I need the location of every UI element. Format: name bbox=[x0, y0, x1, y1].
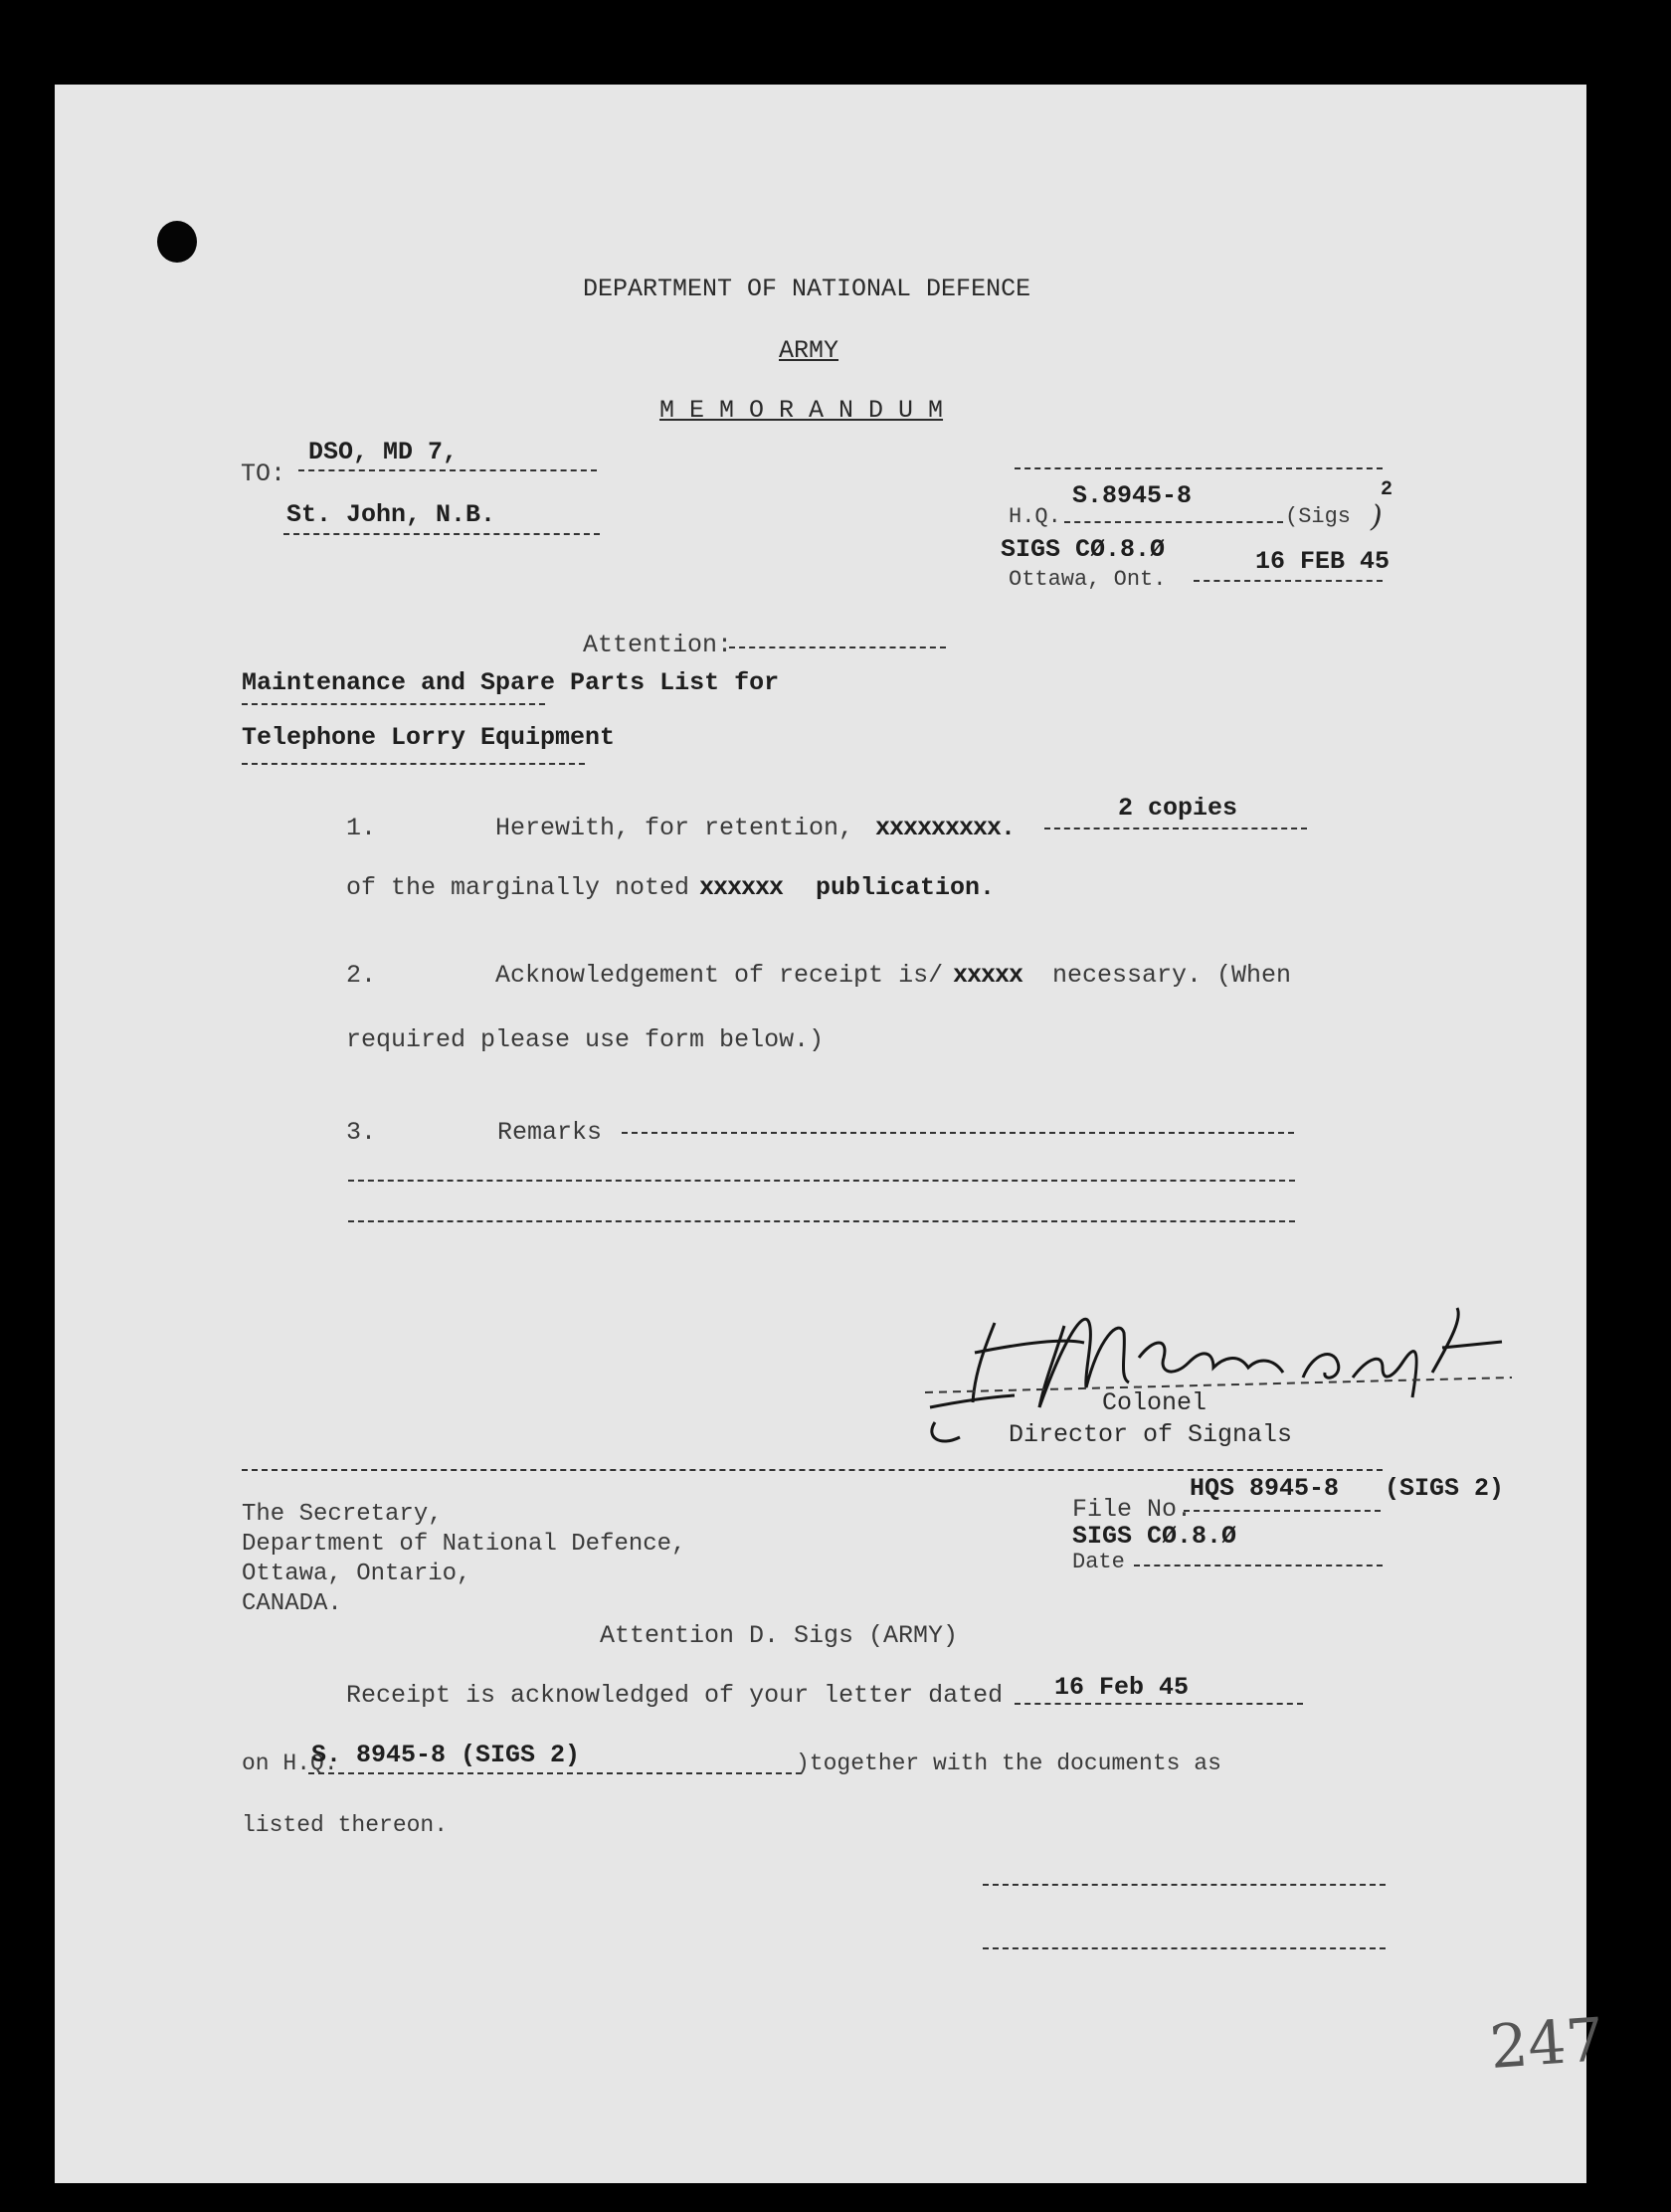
receipt-date-rule bbox=[1134, 1565, 1383, 1567]
address-line-3: Ottawa, Ontario, bbox=[242, 1561, 471, 1587]
on-label: on H.Q. bbox=[242, 1751, 338, 1776]
item-1-number: 1. bbox=[346, 814, 377, 842]
hq-value: S.8945-8 bbox=[1072, 481, 1193, 510]
item-1-struck: xxxxxxxxx. bbox=[875, 814, 1016, 842]
subject-line-1-rule bbox=[242, 703, 545, 705]
reference-top-rule bbox=[1015, 467, 1383, 469]
place: Ottawa, Ont. bbox=[1009, 567, 1167, 592]
item-3-number: 3. bbox=[346, 1118, 377, 1147]
to-line-2-rule bbox=[283, 533, 600, 535]
file-label: File No. bbox=[1072, 1495, 1193, 1524]
section-separator bbox=[242, 1469, 1383, 1471]
receipt-line-3: listed thereon. bbox=[242, 1812, 449, 1838]
file-value: HQS 8945-8 bbox=[1190, 1474, 1340, 1503]
subject-line-2-rule bbox=[242, 763, 585, 765]
item-2-text-post: necessary. (When bbox=[1052, 961, 1292, 990]
department-heading: DEPARTMENT OF NATIONAL DEFENCE bbox=[583, 275, 1031, 303]
item-1-text: Herewith, for retention, bbox=[495, 814, 854, 842]
punch-hole bbox=[157, 221, 197, 263]
ack-date-rule bbox=[1015, 1703, 1303, 1705]
sigs-co: SIGS CØ.8.Ø bbox=[1001, 535, 1166, 564]
subject-line-2: Telephone Lorry Equipment bbox=[242, 723, 616, 752]
date-label: Date bbox=[1072, 1550, 1125, 1574]
item-1-line-2-post: publication. bbox=[816, 873, 996, 902]
attention-label: Attention: bbox=[583, 631, 733, 659]
address-line-2: Department of National Defence, bbox=[242, 1531, 686, 1558]
file-sigs: (SIGS 2) bbox=[1385, 1474, 1505, 1503]
sigs-label: (Sigs bbox=[1285, 504, 1352, 529]
date-rule bbox=[1194, 580, 1383, 582]
remarks-rule-2 bbox=[348, 1180, 1295, 1182]
receipt-attention: Attention D. Sigs (ARMY) bbox=[600, 1621, 959, 1650]
folio-number: 247 bbox=[1487, 2005, 1606, 2083]
to-line-2: St. John, N.B. bbox=[286, 500, 496, 529]
sigs-close: ) bbox=[1371, 499, 1383, 534]
ack-date: 16 Feb 45 bbox=[1054, 1673, 1190, 1702]
memorandum-heading: M E M O R A N D U M bbox=[659, 396, 944, 425]
item-2-struck: xxxxx bbox=[953, 961, 1023, 990]
remarks-label: Remarks bbox=[497, 1118, 603, 1147]
to-line-1-rule bbox=[298, 469, 597, 471]
hq-label: H.Q. bbox=[1009, 504, 1061, 529]
file-rule bbox=[1184, 1510, 1381, 1512]
on-value: S. 8945-8 (SIGS 2) bbox=[311, 1741, 581, 1769]
item-2-text: Acknowledgement of receipt is/ bbox=[495, 961, 944, 990]
item-2-number: 2. bbox=[346, 961, 377, 990]
file-co: SIGS CØ.8.Ø bbox=[1072, 1522, 1237, 1551]
hq-rule bbox=[1064, 521, 1283, 523]
receipt-sign-rule-2 bbox=[983, 1947, 1386, 1949]
address-line-1: The Secretary, bbox=[242, 1501, 443, 1528]
to-label: TO: bbox=[241, 460, 286, 488]
branch-heading: ARMY bbox=[779, 336, 839, 365]
subject-line-1: Maintenance and Spare Parts List for bbox=[242, 668, 780, 697]
item-1-line-2-struck: xxxxxx bbox=[699, 873, 784, 902]
remarks-rule-1 bbox=[622, 1132, 1294, 1134]
item-1-line-2-pre: of the marginally noted bbox=[346, 873, 690, 902]
reference-date: 16 FEB 45 bbox=[1255, 547, 1391, 576]
on-post: )together with the documents as bbox=[796, 1751, 1221, 1776]
receipt-sign-rule-1 bbox=[983, 1884, 1386, 1886]
on-rule bbox=[308, 1772, 802, 1774]
address-line-4: CANADA. bbox=[242, 1590, 342, 1617]
remarks-rule-3 bbox=[348, 1220, 1295, 1222]
item-2-line-2: required please use form below.) bbox=[346, 1025, 825, 1054]
copies-value: 2 copies bbox=[1118, 794, 1238, 823]
attention-rule bbox=[729, 646, 946, 648]
signature-rank: Colonel bbox=[1102, 1388, 1207, 1417]
to-line-1: DSO, MD 7, bbox=[308, 438, 459, 466]
signature-title: Director of Signals bbox=[1009, 1420, 1293, 1449]
sigs-number: 2 bbox=[1381, 478, 1393, 501]
copies-rule bbox=[1044, 828, 1307, 830]
ack-text: Receipt is acknowledged of your letter dated bbox=[346, 1681, 1004, 1710]
